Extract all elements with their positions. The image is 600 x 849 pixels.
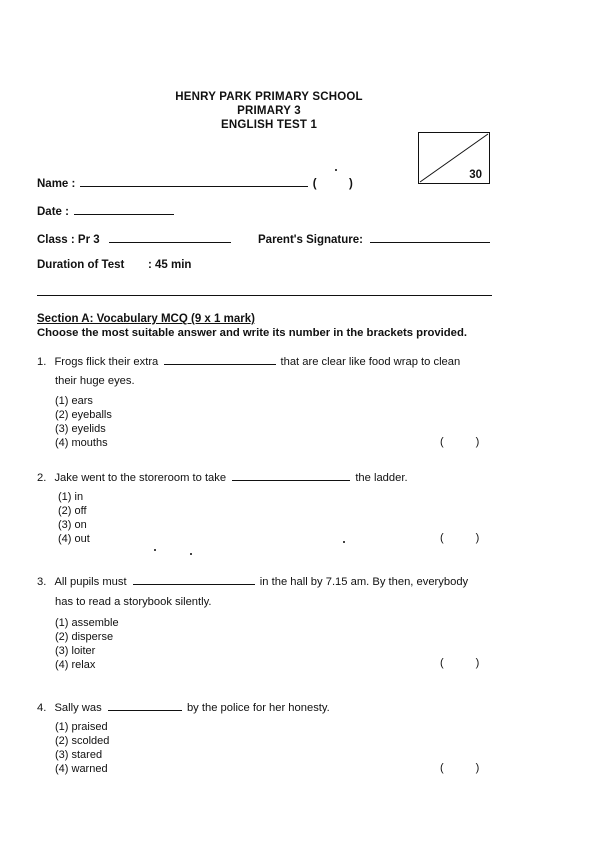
bracket-open: ( [440,436,444,448]
option: (3) eyelids [55,423,106,435]
question-4-options [55,720,109,776]
question-number: 3. [37,576,47,588]
bracket-open: ( [440,762,444,774]
bracket-open: ( [440,532,444,544]
class-label: Class : Pr 3 [37,234,100,246]
name-row [37,176,353,190]
option: (4) out [58,533,90,545]
question-3-options [55,616,119,672]
question-text: by the police for her honesty. [186,702,330,714]
name-field[interactable] [80,176,308,187]
question-2-answer-bracket[interactable] [440,532,479,544]
option: (2) eyeballs [55,409,112,421]
option: (1) in [58,491,84,503]
question-text: All pupils must [54,576,127,588]
parent-signature-row [258,232,490,246]
bracket-close: ) [475,762,480,774]
register-bracket-open: ( [312,178,317,190]
option: (1) assemble [55,617,119,629]
question-1-answer-bracket[interactable] [440,436,479,448]
question-text: the ladder. [355,472,408,484]
option: (4) warned [55,763,108,775]
question-1-options [55,394,112,450]
class-row [37,232,231,246]
scan-speck [154,549,156,551]
score-box [418,132,490,184]
scan-speck [190,553,192,555]
option: (1) ears [55,395,93,407]
question-1-line-1 [37,354,460,368]
scan-speck [335,169,337,171]
question-text: Frogs flick their extra [54,356,159,368]
section-title: Section A: Vocabulary MCQ (9 x 1 mark) [37,313,255,325]
date-field[interactable] [74,204,174,215]
section-instruction: Choose the most suitable answer and write its number in the brackets provided. [37,327,468,339]
question-3-line-1 [37,574,468,588]
option: (1) praised [55,721,108,733]
option: (3) stared [55,749,103,761]
question-3-blank[interactable] [133,574,255,585]
option: (2) scolded [55,735,110,747]
bracket-close: ) [475,436,480,448]
date-label: Date : [37,206,69,218]
bracket-open: ( [440,657,444,669]
question-3-line-2: has to read a storybook silently. [55,596,212,608]
question-4-line-1 [37,700,330,714]
header-divider [37,295,492,296]
option: (3) loiter [55,645,96,657]
date-row [37,204,174,218]
scan-speck [343,541,345,543]
duration-value: : 45 min [148,259,192,271]
question-number: 2. [37,472,47,484]
question-1-blank[interactable] [164,354,276,365]
parent-signature-field[interactable] [370,232,490,243]
question-2-options [58,490,90,546]
option: (2) off [58,505,87,517]
score-total: 30 [469,169,482,181]
option: (4) mouths [55,437,108,449]
question-text: that are clear like food wrap to clean [280,356,461,368]
bracket-close: ) [475,657,480,669]
name-label: Name : [37,178,76,190]
question-text: Jake went to the storeroom to take [54,472,227,484]
option: (4) relax [55,659,96,671]
register-bracket-close: ) [349,178,353,190]
question-number: 1. [37,356,47,368]
question-4-blank[interactable] [108,700,182,711]
question-text: in the hall by 7.15 am. By then, everybody [259,576,469,588]
option: (3) on [58,519,87,531]
question-number: 4. [37,702,47,714]
school-name: HENRY PARK PRIMARY SCHOOL [175,91,363,103]
question-4-answer-bracket[interactable] [440,762,479,774]
level-title: PRIMARY 3 [237,105,301,117]
option: (2) disperse [55,631,114,643]
duration-label: Duration of Test [37,259,125,271]
question-3-answer-bracket[interactable] [440,657,479,669]
question-1-line-2: their huge eyes. [55,375,135,387]
question-text: Sally was [54,702,102,714]
question-2-line-1 [37,470,408,484]
question-2-blank[interactable] [232,470,350,481]
parent-signature-label: Parent's Signature: [258,234,363,246]
bracket-close: ) [475,532,480,544]
class-field[interactable] [109,232,231,243]
test-title: ENGLISH TEST 1 [220,119,318,131]
